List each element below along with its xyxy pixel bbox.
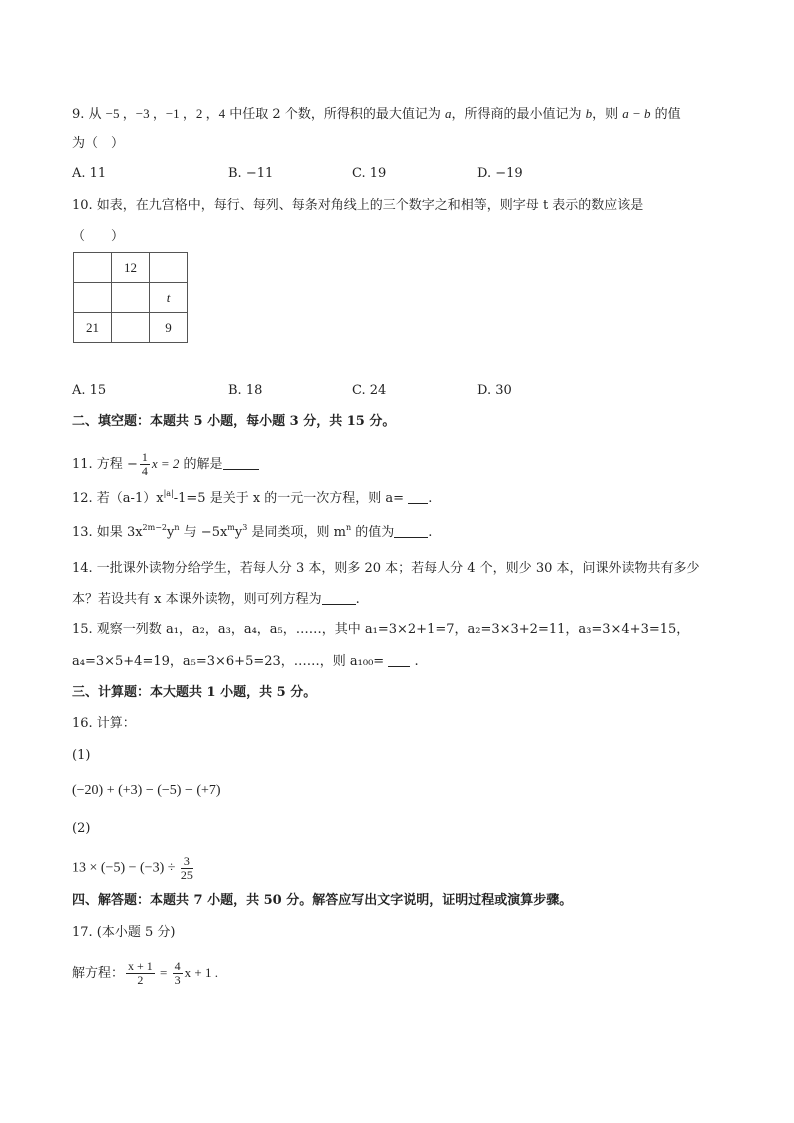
fraction-denominator: 2 bbox=[137, 973, 144, 987]
q10-line-2: （ ） bbox=[72, 229, 125, 244]
q14-line-1: 14. 一批课外读物分给学生，若每人分 3 本，则多 20 本；若每人分 4 个，则少 30 本，问课外读物共有多少 bbox=[72, 561, 700, 576]
q17-equation-line bbox=[72, 960, 218, 987]
grid-cell: 9 bbox=[150, 313, 188, 343]
q9-text: 的值 bbox=[650, 107, 681, 122]
fraction-numerator: x + 1 bbox=[128, 959, 153, 973]
q17-text: x + 1 . bbox=[184, 965, 218, 980]
q9-var-b: b bbox=[585, 106, 593, 121]
q15-text: a₄=3×5+4=19，a₅=3×6+5=23，……，则 a₁₀₀= bbox=[72, 654, 389, 669]
q15-line-1: 15. 观察一列数 a₁，a₂，a₃，a₄，a₅，……，其中 a₁=3×2+1=7，a₂=3×3+2=11，a₃=3×4+3=15， bbox=[72, 622, 690, 637]
q10-option-d: D. 30 bbox=[477, 383, 512, 398]
q9-text: 中任取 2 个数，所得积的最大值记为 bbox=[225, 107, 445, 122]
q9-var-a: a bbox=[444, 106, 452, 121]
q13-text: y bbox=[167, 525, 175, 540]
q13-text: 的值为 bbox=[351, 525, 395, 540]
q16-expression-text: 13 × (−5) − (−3) ÷ bbox=[72, 860, 179, 876]
q14-line-2 bbox=[72, 591, 360, 608]
q16-fraction bbox=[181, 855, 193, 882]
q9-option-d: D. −19 bbox=[477, 166, 523, 181]
q10-line-1: 10. 如表，在九宫格中，每行、每列、每条对角线上的三个数字之和相等，则字母 t 表示的数应该是 bbox=[72, 198, 644, 213]
fraction-denominator: 25 bbox=[180, 868, 193, 882]
q9-numbers: −5 ，−3 ，−1 ，2 ，4 bbox=[105, 106, 226, 121]
answer-blank bbox=[322, 591, 356, 605]
q13-exponent: 3 bbox=[242, 523, 248, 532]
fraction-denominator: 4 bbox=[141, 464, 148, 478]
q13-exponent: n bbox=[345, 523, 352, 532]
q17-title: 17. (本小题 5 分) bbox=[72, 925, 176, 940]
magic-square-table bbox=[73, 252, 188, 343]
q13-text: 与 −5x bbox=[179, 525, 228, 540]
q17-equals: = bbox=[156, 965, 171, 980]
q12-text: . bbox=[428, 491, 433, 506]
q11-line bbox=[72, 451, 259, 478]
q16-expression-1: (−20) + (+3) − (−5) − (+7) bbox=[72, 783, 221, 798]
fraction-numerator: 4 bbox=[174, 959, 181, 973]
grid-cell: 12 bbox=[112, 253, 150, 283]
answer-blank bbox=[394, 524, 428, 538]
q9-text: ，所得商的最小值记为 bbox=[451, 107, 586, 122]
q16-title: 16. 计算： bbox=[72, 716, 136, 731]
q13-exponent: 2m−2 bbox=[142, 523, 168, 532]
table-row bbox=[74, 313, 188, 343]
q9-option-b: B. −11 bbox=[228, 166, 274, 181]
q12-line bbox=[72, 490, 432, 507]
table-row bbox=[74, 253, 188, 283]
q13-text: 13. 如果 3x bbox=[72, 525, 143, 540]
q9-expression: a − b bbox=[622, 106, 651, 121]
q10-option-b: B. 18 bbox=[228, 383, 263, 398]
q16-part-1-label: (1) bbox=[72, 748, 91, 763]
q9-line-2: 为（ ） bbox=[72, 136, 125, 151]
q11-fraction bbox=[140, 451, 150, 478]
q13-text: 是同类项，则 m bbox=[247, 525, 346, 540]
section-heading-calculation: 三、计算题：本大题共 1 小题，共 5 分。 bbox=[72, 685, 317, 700]
q13-text: . bbox=[428, 525, 433, 540]
q12-exponent: |a| bbox=[163, 489, 174, 498]
q9-option-a: A. 11 bbox=[72, 166, 107, 181]
grid-cell bbox=[74, 253, 112, 283]
q11-text: 的解是 bbox=[179, 457, 223, 472]
q16-part-2-label: (2) bbox=[72, 821, 91, 836]
answer-blank bbox=[408, 490, 428, 504]
q10-option-c: C. 24 bbox=[352, 383, 387, 398]
section-heading-solution: 四、解答题：本题共 7 小题，共 50 分。解答应写出文字说明，证明过程或演算步骤。 bbox=[72, 893, 573, 908]
grid-cell bbox=[150, 253, 188, 283]
grid-cell bbox=[112, 313, 150, 343]
q11-equation: x = 2 bbox=[151, 456, 180, 471]
q17-fraction-right bbox=[173, 960, 183, 987]
table-row bbox=[74, 283, 188, 313]
q9-text: 9. 从 bbox=[72, 107, 106, 122]
q13-exponent: m bbox=[227, 523, 235, 532]
grid-cell: 21 bbox=[74, 313, 112, 343]
q14-text: 本？若设共有 x 本课外读物，则可列方程为 bbox=[72, 592, 322, 607]
q13-text: y bbox=[234, 525, 243, 540]
q17-text: 解方程： bbox=[72, 966, 125, 981]
q13-exponent: n bbox=[174, 523, 180, 532]
grid-cell: t bbox=[150, 283, 188, 313]
section-heading-fill-blank: 二、填空题：本题共 5 小题，每小题 3 分，共 15 分。 bbox=[72, 414, 396, 429]
q10-option-a: A. 15 bbox=[72, 383, 107, 398]
q16-expression-2 bbox=[72, 855, 195, 882]
q9-line-1 bbox=[72, 106, 681, 123]
q9-option-c: C. 19 bbox=[352, 166, 387, 181]
q13-line bbox=[72, 524, 432, 541]
grid-cell bbox=[112, 283, 150, 313]
q12-text: -1=5 是关于 x 的一元一次方程，则 a= bbox=[173, 491, 409, 506]
q15-text: . bbox=[410, 654, 419, 669]
answer-blank bbox=[388, 653, 410, 667]
q9-text: ，则 bbox=[592, 107, 623, 122]
q14-text: . bbox=[355, 592, 360, 607]
fraction-denominator: 3 bbox=[174, 973, 181, 987]
grid-cell bbox=[74, 283, 112, 313]
q15-line-2 bbox=[72, 653, 419, 670]
q17-fraction-left bbox=[126, 960, 155, 987]
q11-text: 11. 方程 − bbox=[72, 457, 138, 472]
fraction-numerator: 3 bbox=[181, 855, 193, 869]
q12-text: 12. 若（a-1）x bbox=[72, 491, 164, 506]
fraction-numerator: 1 bbox=[141, 450, 148, 464]
answer-blank bbox=[223, 456, 259, 470]
